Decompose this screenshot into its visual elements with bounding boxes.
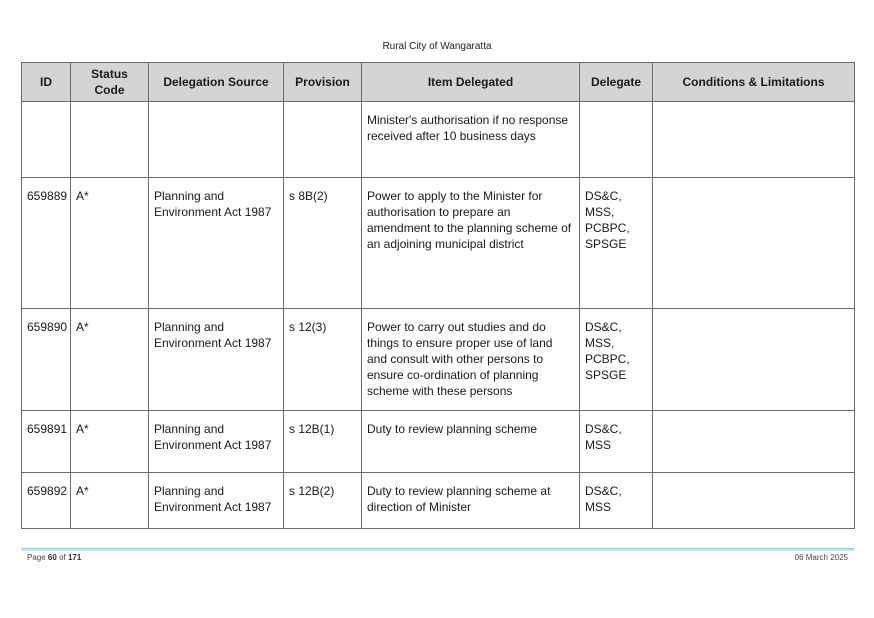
cell-delegation-source	[149, 102, 284, 178]
column-header-delegation-source: Delegation Source	[149, 63, 284, 102]
of-label: of	[59, 553, 66, 562]
cell-conditions	[653, 411, 855, 473]
cell-delegation-source: Planning and Environment Act 1987	[149, 473, 284, 529]
cell-status-code	[71, 102, 149, 178]
cell-id: 659889	[22, 178, 71, 309]
cell-delegation-source: Planning and Environment Act 1987	[149, 309, 284, 411]
page-label: Page	[27, 553, 46, 562]
column-header-item-delegated: Item Delegated	[362, 63, 580, 102]
footer-date: 06 March 2025	[794, 553, 848, 562]
cell-provision: s 12B(1)	[284, 411, 362, 473]
cell-conditions	[653, 178, 855, 309]
cell-provision: s 12B(2)	[284, 473, 362, 529]
cell-status-code: A*	[71, 411, 149, 473]
cell-id: 659890	[22, 309, 71, 411]
cell-conditions	[653, 473, 855, 529]
table-row	[22, 102, 855, 178]
document-header: Rural City of Wangaratta	[382, 41, 492, 52]
cell-item-delegated: Power to carry out studies and do things to ensure proper use of land and consult with other persons to ensure co-ordination of planning scheme with these persons	[362, 309, 580, 411]
cell-id: 659892	[22, 473, 71, 529]
table-header-row	[22, 63, 855, 102]
cell-delegation-source: Planning and Environment Act 1987	[149, 411, 284, 473]
table-row	[22, 178, 855, 309]
cell-conditions	[653, 102, 855, 178]
delegation-table	[21, 62, 855, 529]
cell-provision	[284, 102, 362, 178]
page-counter	[27, 553, 81, 562]
column-header-id: ID	[22, 63, 71, 102]
column-header-provision: Provision	[284, 63, 362, 102]
cell-item-delegated: Power to apply to the Minister for authorisation to prepare an amendment to the planning scheme of an adjoining municipal district	[362, 178, 580, 309]
cell-provision: s 12(3)	[284, 309, 362, 411]
column-header-delegate: Delegate	[580, 63, 653, 102]
cell-delegate	[580, 102, 653, 178]
page-number: 60	[47, 553, 57, 562]
cell-item-delegated: Minister's authorisation if no response received after 10 business days	[362, 102, 580, 178]
cell-status-code: A*	[71, 178, 149, 309]
cell-conditions	[653, 309, 855, 411]
page-total: 171	[67, 553, 82, 562]
footer-divider	[21, 548, 854, 551]
cell-provision: s 8B(2)	[284, 178, 362, 309]
cell-delegate: DS&C, MSS	[580, 473, 653, 529]
cell-item-delegated: Duty to review planning scheme at direction of Minister	[362, 473, 580, 529]
column-header-status-code: Status Code	[71, 63, 149, 102]
cell-item-delegated: Duty to review planning scheme	[362, 411, 580, 473]
cell-id	[22, 102, 71, 178]
cell-delegate: DS&C, MSS	[580, 411, 653, 473]
table-row	[22, 309, 855, 411]
cell-status-code: A*	[71, 473, 149, 529]
table-row	[22, 473, 855, 529]
cell-delegation-source: Planning and Environment Act 1987	[149, 178, 284, 309]
column-header-conditions: Conditions & Limitations	[653, 63, 855, 102]
cell-delegate: DS&C, MSS, PCBPC, SPSGE	[580, 178, 653, 309]
cell-delegate: DS&C, MSS, PCBPC, SPSGE	[580, 309, 653, 411]
cell-status-code: A*	[71, 309, 149, 411]
table-row	[22, 411, 855, 473]
cell-id: 659891	[22, 411, 71, 473]
